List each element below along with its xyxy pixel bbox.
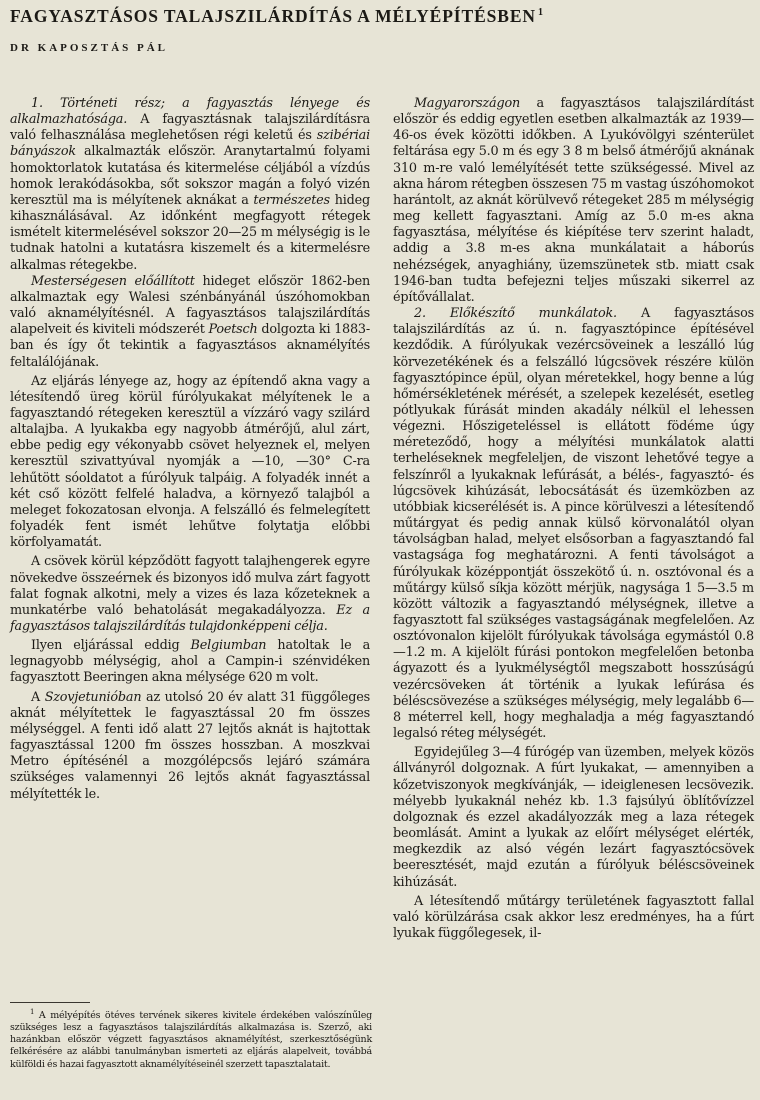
emphasis: Szovjetunióban [44, 689, 142, 705]
text-run: hatoltak le a legnagyobb mélységig, ahol a Campin-i szénvidéken fagyasztott Beeringen akna mélysége 620 m volt. [10, 638, 370, 686]
emphasis: szibériai bányászok [10, 128, 370, 160]
article-title [10, 6, 750, 27]
text-run: Ilyen eljárással eddig [31, 638, 191, 654]
footnote-divider [10, 1002, 90, 1003]
emphasis: Ez a fagyasztásos talajszilárdítás tulajdonképpeni célja. [10, 602, 370, 634]
paragraph-method: Az eljárás lényege az, hogy az építendő akna vagy a létesítendő üreg körül fúrólyukakat mélyítenek le a fagyasztandó rétegeken keresztül a vízzáró vagy szilárd altalajba. A lyukakba egy nagyobb átmérőjű, alul zárt, ebbe pedig egy vékonyabb csövet helyeznek el, melyen keresztül szivattyúval nyomják a —10, —30° C-ra lehűtött sóoldatot a fúrólyuk talpáig. A folyadék innét a két cső között felfelé haladva, a környező talajból a meleget fokozatosan elvonja. A felszálló és felmelegített folyadék fent ismét lehűtve folytatja előbbi körfolyamatát. [10, 373, 370, 551]
emphasis: Magyarországon [414, 96, 520, 111]
left-column [10, 96, 370, 803]
paragraph-frozen-wall [10, 554, 370, 635]
text-run: a fagyasztásos talajszilárdítást először és eddig egyetlen esetben alkalmazták az 1939—46-os évek közötti időkben. A Lyukóvölgyi szénterület feltárása egy 5.0 m és egy 3 8 m belső átmérőjű aknának 310 m-re való lemélyítését tette szükségessé. Mivel az akna három rétegben összesen 75 m vastag úszóhomokot harántolt, az aknát körülvevő rétegeket 285 m mélységig meg kellett fagyasztani. Amíg az 5.0 m-es akna fagyasztása, mélyítése és kiépítése terv szerint haladt, addig a 3.8 m-es akna munkálatait a háborús nehézségek, anyaghiány, üzemszünetek stb. miatt csak 1946-ban tudta befejezni teljes műszaki sikerrel az építővállalat. [393, 96, 754, 305]
footnote [10, 1006, 372, 1071]
text-run: A [31, 689, 45, 705]
emphasis: Belgiumban [190, 638, 267, 654]
author-name: DR KAPOSZTÁS PÁL [10, 42, 169, 54]
text-run: A csövek körül képződött fagyott talajhengerek egyre növekedve összeérnek és bizonyos idő mulva zárt fagyott falat fognak alkotni, mely a vizes és laza kőzeteknek a munkatérbe való behatolását megakadályozza. [10, 554, 370, 618]
paragraph-preparatory-works [393, 306, 754, 742]
text-run: hideget először 1862-ben alkalmaztak egy Walesi szénbányánál úszóhomokban való aknamélyítésnél. A fagyasztásos talajszilárdítás alapelveit és kiviteli módszerét [10, 273, 370, 338]
right-column [393, 96, 754, 942]
text-run: A fagyasztásos talajszilárdítás az ú. n. fagyasztópince építésével kezdődik. A fúrólyukak vezércsöveinek a leszálló lúg körvezetékének és a felszálló lúgcsövek részére külön fagyasztópince épül, olyan méretekkel, hogy benne a lúg hőmérsékletének mérését, a szelepek kezelését, esetleg pótlyukak fúrását minden akadály nélkül el lehessen végezni. Hőszigeteléssel is ellátott födéme úgy méreteződő, hogy a mélyítési munkálatok alatti terheléseknek megfeleljen, de viszont lehetővé tegye a felszínről a lyukaknak lefúrását, a bélés-, fagyasztó- és lúgcsövek kihúzását, lebocsátását és üzemközben az utóbbiak kicserélését is. A pince körülveszi a létesítendő műtárgyat és pedig annak külső körvonalától olyan távolságban halad, melyet elsősorban a fagyasztandó fal vastagsága fog meghatározni. A fenti távolságot a fúrólyukak középpontját összekötő ú. n. osztóvonal és a műtárgy külső síkja között mérjük, nagysága 1 5—3.5 m között változik a fagyasztandó mélységnek, illetve a fagyasztott fal szükséges vastagságának megfelelően. Az osztóvonalon kijelölt fúrólyukak távolsága egymástól 0.8—1.2 m. A kijelölt fúrási pontokon megfelelően betonba ágyazott és a lyukmélységtől megszabott hosszúságú vezércsöveken át történik a lyukak lefúrása és béléscsövezése a szükséges mélységig, mely legalább 6—8 méterrel kell, hogy meghaladja a még fagyasztandó legalsó réteg mélységét. [393, 306, 754, 742]
paragraph-artificial-cold [10, 274, 370, 371]
paragraph-enclosure: A létesítendő műtárgy területének fagyasztott fallal való körülzárása csak akkor lesz eredményes, ha a fúrt lyukak függőlegesek, il- [393, 893, 754, 941]
text-run: dolgozta ki 1883-ban és így őt tekintik a fagyasztásos aknamélyítés feltalálójának. [10, 322, 370, 370]
emphasis: Mesterségesen előállított [31, 273, 195, 289]
paragraph-hungary [393, 96, 754, 306]
emphasis: Poetsch [208, 322, 258, 338]
emphasis: természetes [253, 192, 330, 208]
section-heading-preparatory: 2. Előkészítő munkálatok. [414, 306, 617, 322]
paragraph-belgium [10, 638, 370, 686]
paragraph-history [10, 96, 370, 274]
text-run: A fagyasztásnak talajszilárdításra való felhasználása meglehetősen régi keletű és [10, 112, 370, 144]
footnote-mark: 1 [30, 1008, 35, 1016]
text-run: az utolsó 20 év alatt 31 függőleges aknát mélyítettek le fagyasztással 20 fm összes mélységgel. A fenti idő alatt 27 lejtős aknát is hajtottak fagyasztással 1200 fm összes hosszban. A moszkvai Metro építésénél a mozgólépcsős lejáró számára szükséges valamennyi 26 lejtős aknát fagyasztással mélyítették le. [10, 689, 371, 802]
section-heading-history: 1. Történeti rész; a fagyasztás lényege és alkalmazhatósága. [10, 96, 370, 128]
footnote-paragraph [10, 1006, 372, 1071]
footnote-text: A mélyépítés ötéves tervének sikeres kivitele érdekében valószínűleg szükséges lesz a fagyasztásos talajszilárdítás alkalmazása is. Szerző, aki hazánkban először végzett fagyasztásos aknamélyítést, szerkesztőségünk felkérésére az alábbi tanulmányban ismerteti az eljárás alapelveit, továbbá külföldi és hazai fagyasztott aknamélyítéseinél szerzett tapasztalatait. [10, 1010, 372, 1070]
paragraph-soviet-union [10, 690, 370, 803]
title-footnote-mark: 1 [537, 7, 544, 19]
text-run: hideg kihasználásával. Az időnként megfagyott rétegek ismételt kitermelésével sokszor 20—25 m mélységig is le tudnak hatolni a kutatásra kiszemelt és a kitermelésre alkalmas rétegekbe. [10, 192, 370, 273]
paragraph-drilling: Egyidejűleg 3—4 fúrógép van üzemben, melyek közös állványról dolgoznak. A fúrt lyukakat, — amennyiben a kőzetviszonyok megkívánják, — ideiglenesen lecsövezik. mélyebb lyukaknál nehéz kb. 1.3 fajsúlyú öblítővízzel dolgoznak és ezzel akadályozzák meg a laza rétegek beomlását. Amint a lyukak az előírt mélységet elérték, megkezdik az alsó végén lezárt fagyasztócsövek beeresztését, majd ezután a fúrólyuk béléscsöveinek kihúzását. [393, 745, 754, 890]
title-text: FAGYASZTÁSOS TALAJSZILÁRDÍTÁS A MÉLYÉPÍTÉSBEN [10, 6, 536, 26]
text-run: alkalmazták először. Aranytartalmú folyami homoktorlatok kutatása és kitermelése céljából a vízdús homok lerakódásokba, sőt sokszor magán a folyó vizén keresztül ma is mélyítenek aknákat a [10, 144, 370, 208]
